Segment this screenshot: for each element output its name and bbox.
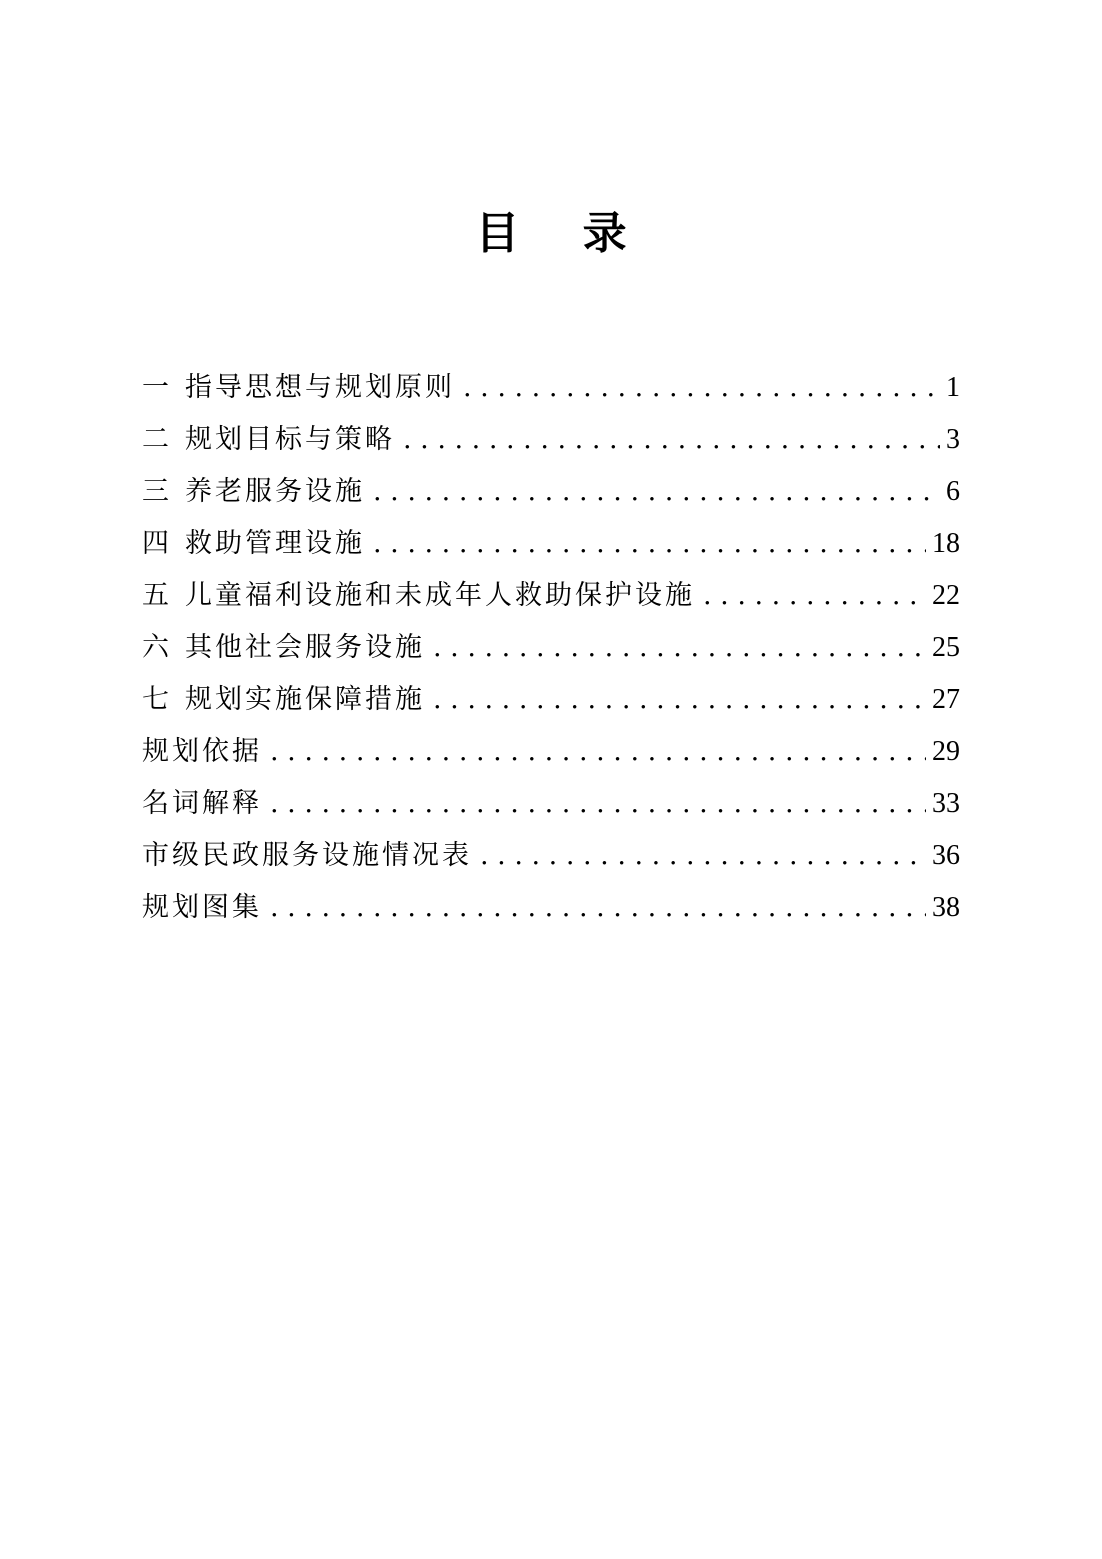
- toc-entry-page: 29: [932, 736, 960, 767]
- toc-entry-10[interactable]: [142, 830, 960, 882]
- toc-entry-page: 36: [932, 840, 960, 871]
- toc-entry-label: 其他社会服务设施: [185, 632, 425, 663]
- toc-leader-dots: [403, 414, 940, 466]
- toc-entry-number: 六: [142, 632, 169, 663]
- toc-entry-number: 四: [142, 528, 169, 559]
- toc-entry-label: 名词解释: [142, 788, 262, 819]
- toc-leader-dots: [373, 518, 926, 570]
- toc-leader-dots: [433, 622, 926, 674]
- toc-entry-page: 1: [946, 372, 960, 403]
- toc-leader-dots: [270, 726, 926, 778]
- toc-entry-page: 6: [946, 476, 960, 507]
- toc-entry-page: 27: [932, 684, 960, 715]
- toc-entry-label: 养老服务设施: [185, 476, 365, 507]
- toc-entry-6[interactable]: [142, 622, 960, 674]
- toc-entry-label: 规划图集: [142, 892, 262, 923]
- toc-entry-1[interactable]: [142, 362, 960, 414]
- toc-entry-number: 二: [142, 424, 169, 455]
- toc-leader-dots: [433, 674, 926, 726]
- toc-entry-9[interactable]: [142, 778, 960, 830]
- toc-entry-11[interactable]: [142, 882, 960, 934]
- toc-entry-number: 五: [142, 580, 169, 611]
- toc-entry-number: 三: [142, 476, 169, 507]
- toc-entry-label: 指导思想与规划原则: [185, 372, 455, 403]
- toc-entry-label: 市级民政服务设施情况表: [142, 840, 472, 871]
- toc-entry-page: 25: [932, 632, 960, 663]
- toc-leader-dots: [703, 570, 926, 622]
- toc-entry-5[interactable]: [142, 570, 960, 622]
- toc-entry-3[interactable]: [142, 466, 960, 518]
- toc-entry-label: 救助管理设施: [185, 528, 365, 559]
- toc-entry-number: 七: [142, 684, 169, 715]
- page-title: 目 录: [475, 208, 651, 259]
- toc-entry-page: 3: [946, 424, 960, 455]
- toc-leader-dots: [270, 778, 926, 830]
- toc-entry-label: 儿童福利设施和未成年人救助保护设施: [185, 580, 695, 611]
- toc-entry-label: 规划依据: [142, 736, 262, 767]
- toc-entry-page: 18: [932, 528, 960, 559]
- toc-entry-label: 规划实施保障措施: [185, 684, 425, 715]
- toc-leader-dots: [373, 466, 940, 518]
- toc-entry-page: 22: [932, 580, 960, 611]
- toc-entry-label: 规划目标与策略: [185, 424, 395, 455]
- toc-leader-dots: [270, 882, 926, 934]
- toc-entry-8[interactable]: [142, 726, 960, 778]
- toc-entry-page: 33: [932, 788, 960, 819]
- toc-leader-dots: [463, 362, 940, 414]
- toc-entry-number: 一: [142, 372, 169, 403]
- toc-leader-dots: [480, 830, 926, 882]
- toc-entry-4[interactable]: [142, 518, 960, 570]
- toc-entry-page: 38: [932, 892, 960, 923]
- toc-entry-7[interactable]: [142, 674, 960, 726]
- toc-entry-2[interactable]: [142, 414, 960, 466]
- table-of-contents: [142, 362, 960, 934]
